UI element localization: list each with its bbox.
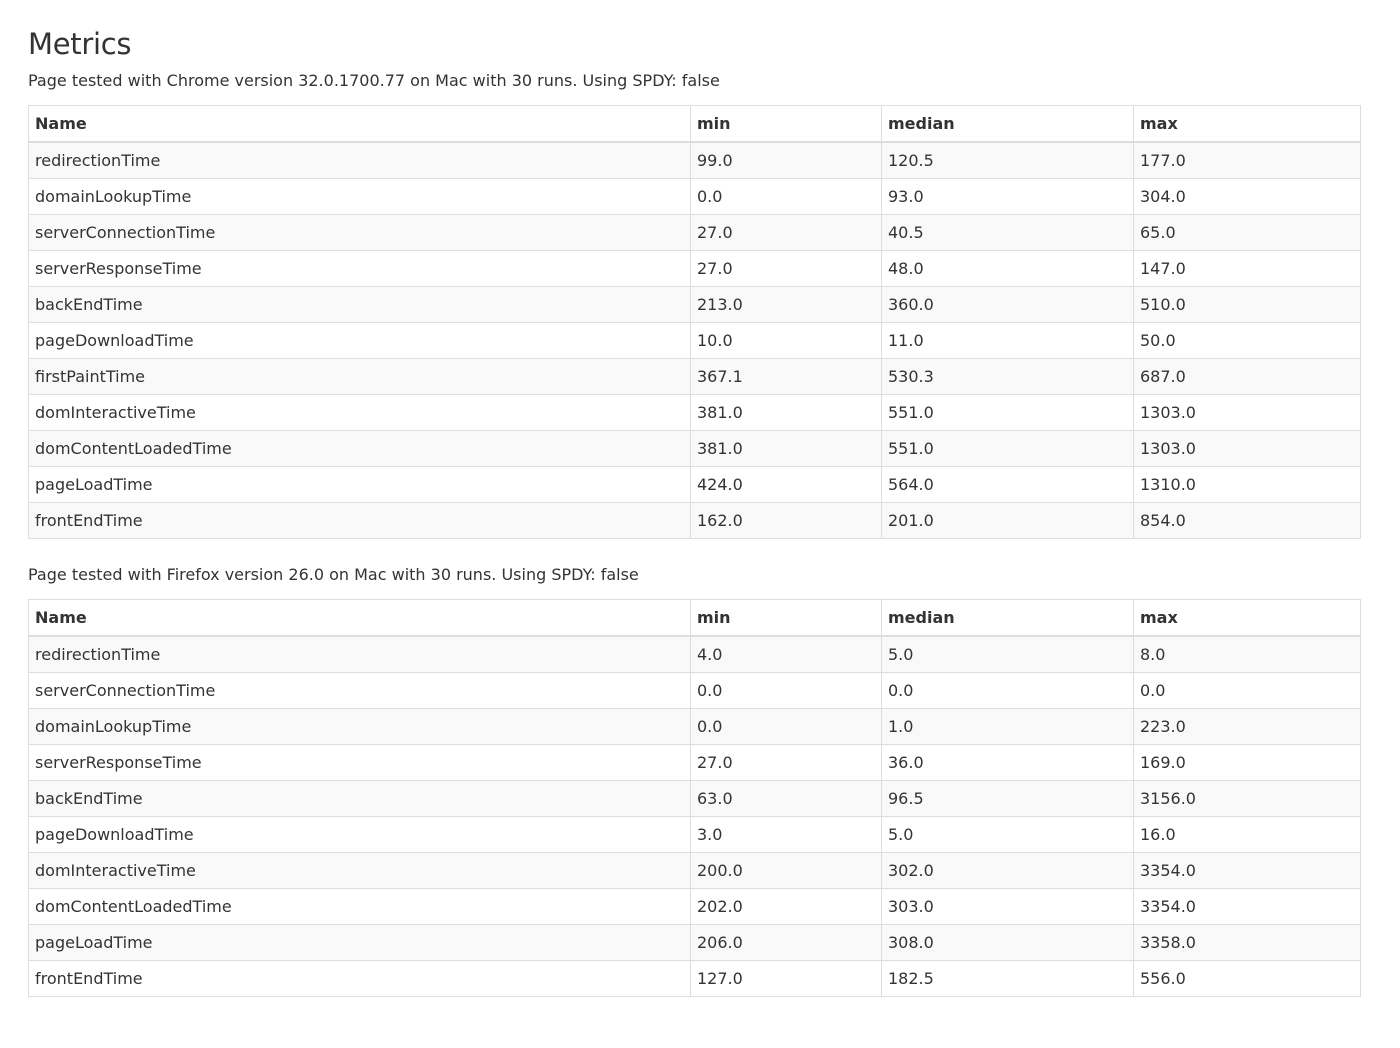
table-row: [29, 395, 1361, 431]
cell-max: 687.0: [1134, 359, 1361, 395]
cell-median: 93.0: [882, 179, 1134, 215]
table-row: [29, 503, 1361, 539]
cell-max: 1303.0: [1134, 395, 1361, 431]
cell-min: 206.0: [691, 925, 882, 961]
column-header-name: Name: [29, 600, 691, 637]
cell-max: 16.0: [1134, 817, 1361, 853]
cell-min: 0.0: [691, 179, 882, 215]
cell-name: frontEndTime: [29, 961, 691, 997]
cell-median: 40.5: [882, 215, 1134, 251]
cell-min: 63.0: [691, 781, 882, 817]
cell-median: 96.5: [882, 781, 1134, 817]
firefox-metrics-table: [28, 599, 1361, 997]
cell-median: 303.0: [882, 889, 1134, 925]
cell-name: serverResponseTime: [29, 251, 691, 287]
column-header-min: min: [691, 600, 882, 637]
cell-median: 48.0: [882, 251, 1134, 287]
cell-name: backEndTime: [29, 781, 691, 817]
cell-median: 0.0: [882, 673, 1134, 709]
cell-median: 302.0: [882, 853, 1134, 889]
cell-max: 8.0: [1134, 636, 1361, 673]
cell-median: 201.0: [882, 503, 1134, 539]
cell-median: 5.0: [882, 636, 1134, 673]
table-row: [29, 925, 1361, 961]
column-header-median: median: [882, 600, 1134, 637]
cell-min: 0.0: [691, 709, 882, 745]
cell-median: 5.0: [882, 817, 1134, 853]
cell-name: domInteractiveTime: [29, 395, 691, 431]
cell-name: domainLookupTime: [29, 709, 691, 745]
cell-min: 202.0: [691, 889, 882, 925]
cell-min: 3.0: [691, 817, 882, 853]
cell-name: serverConnectionTime: [29, 215, 691, 251]
table-row: [29, 251, 1361, 287]
table-row: [29, 853, 1361, 889]
table-row: [29, 745, 1361, 781]
cell-median: 36.0: [882, 745, 1134, 781]
cell-min: 4.0: [691, 636, 882, 673]
table-row: [29, 781, 1361, 817]
cell-name: pageLoadTime: [29, 925, 691, 961]
table-row: [29, 179, 1361, 215]
table-row: [29, 961, 1361, 997]
cell-median: 551.0: [882, 431, 1134, 467]
table-row: [29, 817, 1361, 853]
cell-name: domInteractiveTime: [29, 853, 691, 889]
cell-max: 65.0: [1134, 215, 1361, 251]
table-row: [29, 889, 1361, 925]
cell-median: 530.3: [882, 359, 1134, 395]
cell-name: serverConnectionTime: [29, 673, 691, 709]
cell-median: 551.0: [882, 395, 1134, 431]
cell-min: 162.0: [691, 503, 882, 539]
cell-max: 1303.0: [1134, 431, 1361, 467]
cell-min: 381.0: [691, 431, 882, 467]
cell-name: frontEndTime: [29, 503, 691, 539]
column-header-name: Name: [29, 106, 691, 143]
cell-name: serverResponseTime: [29, 745, 691, 781]
chrome-test-description: Page tested with Chrome version 32.0.1700.77 on Mac with 30 runs. Using SPDY: false: [28, 71, 720, 90]
column-header-max: max: [1134, 600, 1361, 637]
cell-min: 99.0: [691, 142, 882, 179]
cell-median: 11.0: [882, 323, 1134, 359]
table-row: [29, 359, 1361, 395]
table-header-row: [29, 600, 1361, 637]
cell-min: 0.0: [691, 673, 882, 709]
table-row: [29, 467, 1361, 503]
table-row: [29, 323, 1361, 359]
cell-min: 27.0: [691, 745, 882, 781]
cell-min: 10.0: [691, 323, 882, 359]
cell-max: 177.0: [1134, 142, 1361, 179]
cell-min: 367.1: [691, 359, 882, 395]
table-row: [29, 636, 1361, 673]
cell-name: pageDownloadTime: [29, 323, 691, 359]
cell-median: 360.0: [882, 287, 1134, 323]
cell-name: domainLookupTime: [29, 179, 691, 215]
cell-max: 50.0: [1134, 323, 1361, 359]
cell-min: 200.0: [691, 853, 882, 889]
page-title: Metrics: [28, 27, 132, 61]
table-row: [29, 142, 1361, 179]
cell-name: pageDownloadTime: [29, 817, 691, 853]
cell-min: 424.0: [691, 467, 882, 503]
firefox-test-description: Page tested with Firefox version 26.0 on Mac with 30 runs. Using SPDY: false: [28, 565, 639, 584]
cell-min: 127.0: [691, 961, 882, 997]
cell-name: pageLoadTime: [29, 467, 691, 503]
cell-min: 213.0: [691, 287, 882, 323]
cell-name: firstPaintTime: [29, 359, 691, 395]
cell-max: 510.0: [1134, 287, 1361, 323]
cell-min: 27.0: [691, 251, 882, 287]
cell-median: 1.0: [882, 709, 1134, 745]
cell-max: 556.0: [1134, 961, 1361, 997]
table-row: [29, 673, 1361, 709]
cell-median: 120.5: [882, 142, 1134, 179]
cell-max: 147.0: [1134, 251, 1361, 287]
chrome-metrics-table: [28, 105, 1361, 539]
cell-name: domContentLoadedTime: [29, 889, 691, 925]
table-row: [29, 215, 1361, 251]
cell-name: redirectionTime: [29, 142, 691, 179]
table-row: [29, 431, 1361, 467]
cell-max: 3354.0: [1134, 853, 1361, 889]
cell-max: 3156.0: [1134, 781, 1361, 817]
cell-max: 3354.0: [1134, 889, 1361, 925]
column-header-min: min: [691, 106, 882, 143]
cell-max: 223.0: [1134, 709, 1361, 745]
cell-min: 381.0: [691, 395, 882, 431]
cell-min: 27.0: [691, 215, 882, 251]
column-header-max: max: [1134, 106, 1361, 143]
column-header-median: median: [882, 106, 1134, 143]
cell-median: 564.0: [882, 467, 1134, 503]
cell-max: 0.0: [1134, 673, 1361, 709]
cell-median: 182.5: [882, 961, 1134, 997]
cell-name: domContentLoadedTime: [29, 431, 691, 467]
table-row: [29, 709, 1361, 745]
cell-median: 308.0: [882, 925, 1134, 961]
cell-max: 3358.0: [1134, 925, 1361, 961]
table-header-row: [29, 106, 1361, 143]
cell-name: backEndTime: [29, 287, 691, 323]
table-row: [29, 287, 1361, 323]
cell-max: 169.0: [1134, 745, 1361, 781]
cell-name: redirectionTime: [29, 636, 691, 673]
cell-max: 304.0: [1134, 179, 1361, 215]
cell-max: 854.0: [1134, 503, 1361, 539]
cell-max: 1310.0: [1134, 467, 1361, 503]
